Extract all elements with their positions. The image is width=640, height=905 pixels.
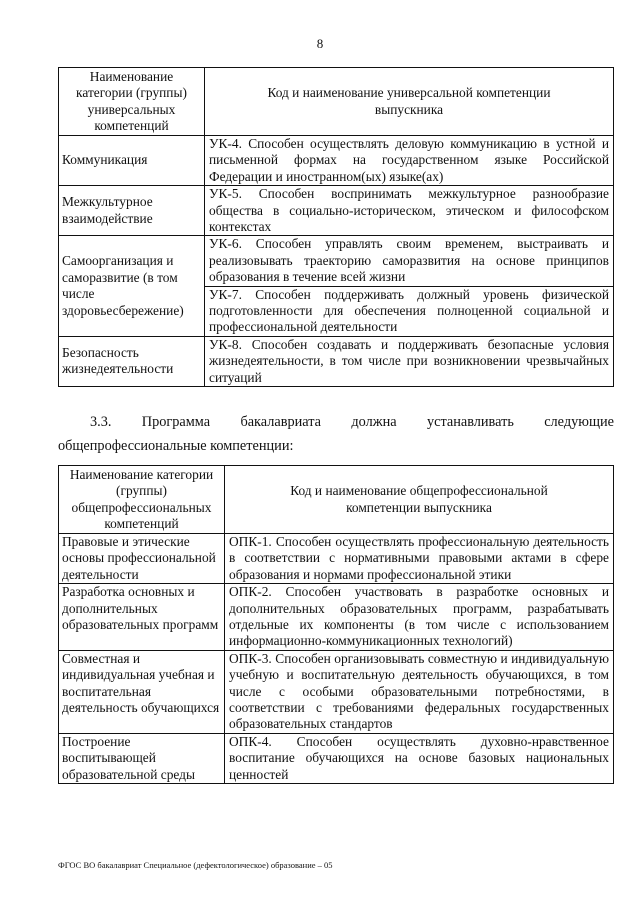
table-row	[59, 136, 614, 186]
competence-cell: ОПК-4. Способен осуществлять духовно-нравственное воспитание обучающихся на основе базовых национальных ценностей	[225, 733, 614, 783]
competence-cell: УК-4. Способен осуществлять деловую коммуникацию в устной и письменной формах на государственном языке Российской Федерации и иностранном(ых) языке(ах)	[205, 136, 614, 186]
table-row	[59, 733, 614, 783]
table-row	[59, 584, 614, 651]
table-row	[59, 650, 614, 733]
competence-cell: ОПК-3. Способен организовывать совместную и индивидуальную учебную и воспитательную деятельность обучающихся, в том числе с особыми образовательными потребностями, в соответствии с требованиями федеральных государственных образовательных стандартов	[225, 650, 614, 733]
section-paragraph-line2: общепрофессиональные компетенции:	[58, 438, 294, 454]
competence-cell: ОПК-2. Способен участвовать в разработке основных и дополнительных образовательных программ, разрабатывать отдельные их компоненты (в том числе с использованием информационно-коммуникационных технологий)	[225, 584, 614, 651]
section-word: Программа	[141, 414, 211, 430]
category-cell: Межкультурное взаимодействие	[59, 186, 205, 236]
section-paragraph-line1	[58, 411, 614, 433]
competence-cell: УК-7. Способен поддерживать должный уровень физической подготовленности для обеспечения полноценной социальной и профессиональной деятельности	[205, 286, 614, 336]
header-category-cell: Наименование категории (группы) универсальных компетенций	[59, 68, 205, 136]
competence-cell: УК-8. Способен создавать и поддерживать безопасные условия жизнедеятельности, в том числе при возникновении чрезвычайных ситуаций	[205, 336, 614, 386]
header-category-cell: Наименование категории (группы) общепрофессиональных компетенций	[59, 466, 225, 534]
category-cell: Разработка основных и дополнительных образовательных программ	[59, 584, 225, 651]
table-header-row	[59, 68, 614, 136]
table-row	[59, 336, 614, 386]
category-cell: Самоорганизация и саморазвитие (в том числе здоровьесбережение)	[59, 236, 205, 336]
table-header-row	[59, 466, 614, 534]
universal-competences-table	[58, 67, 614, 387]
table-row	[59, 236, 614, 286]
section-word: должна	[351, 414, 397, 430]
page-footer: ФГОС ВО бакалавриат Специальное (дефектологическое) образование – 05	[58, 860, 333, 870]
table-row	[59, 186, 614, 236]
section-number: 3.3.	[90, 414, 112, 430]
category-cell: Правовые и этические основы профессиональной деятельности	[59, 534, 225, 584]
table-row	[59, 534, 614, 584]
competence-cell: ОПК-1. Способен осуществлять профессиональную деятельность в соответствии с нормативными правовыми актами в сфере образования и нормами профессиональной этики	[225, 534, 614, 584]
section-word: устанавливать	[426, 414, 514, 430]
competence-cell: УК-5. Способен воспринимать межкультурное разнообразие общества в социально-историческом, этическом и философском контекстах	[205, 186, 614, 236]
category-cell: Совместная и индивидуальная учебная и воспитательная деятельность обучающихся	[59, 650, 225, 733]
section-word: следующие	[544, 414, 614, 430]
competence-cell: УК-6. Способен управлять своим временем, выстраивать и реализовывать траекторию саморазвития на основе принципов образования в течение всей жизни	[205, 236, 614, 286]
page-number: 8	[316, 36, 324, 51]
header-competence-cell: Код и наименование общепрофессиональной компетенции выпускника	[225, 466, 614, 534]
category-cell: Безопасность жизнедеятельности	[59, 336, 205, 386]
header-competence-cell: Код и наименование универсальной компетенции выпускника	[205, 68, 614, 136]
category-cell: Построение воспитывающей образовательной среды	[59, 733, 225, 783]
general-professional-competences-table	[58, 465, 614, 784]
section-word: бакалавриата	[240, 414, 322, 430]
category-cell: Коммуникация	[59, 136, 205, 186]
